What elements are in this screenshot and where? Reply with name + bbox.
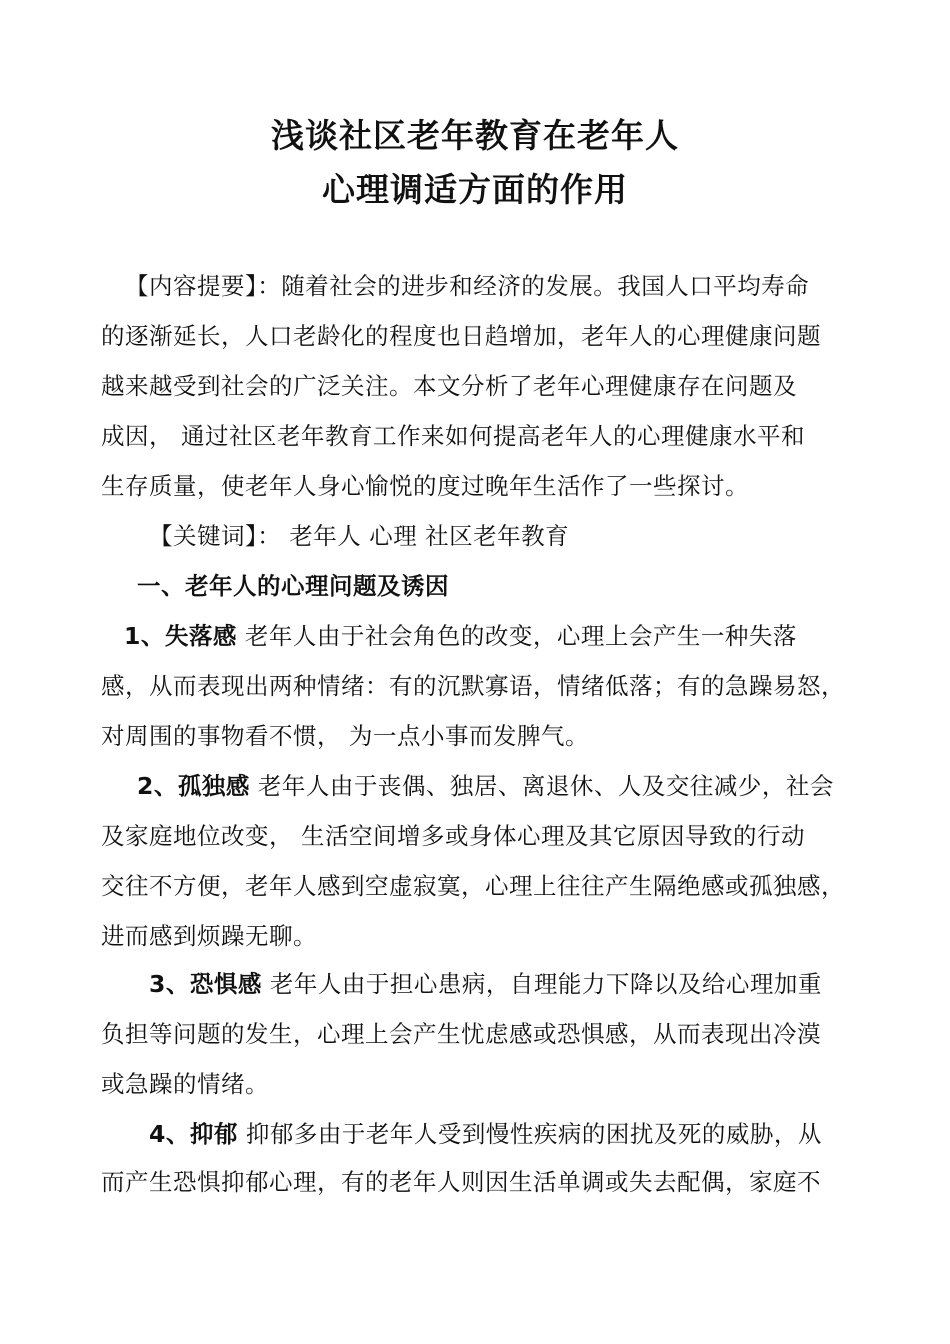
item-2-line-2: 及家庭地位改变， 生活空间增多或身体心理及其它原因导致的行动 <box>101 822 805 850</box>
item-3-number: 3、 <box>149 970 190 998</box>
item-4-line-1 <box>149 1118 909 1150</box>
item-4-term: 抑郁 <box>189 1120 238 1148</box>
section-heading: 一、老年人的心理问题及诱因 <box>137 572 449 600</box>
item-1-line-3: 对周围的事物看不惯， 为一点小事而发脾气。 <box>101 722 589 750</box>
item-3-term: 恐惧感 <box>189 970 262 998</box>
item-1-number: 1、 <box>124 622 165 650</box>
item-1-text: 老年人由于社会角色的改变，心理上会产生一种失落 <box>236 622 797 650</box>
item-2-number: 2、 <box>137 772 178 800</box>
item-2-line-1 <box>137 770 897 802</box>
document-title-line-2: 心理调适方面的作用 <box>322 170 628 209</box>
item-4-text: 抑郁多由于老年人受到慢性疾病的困扰及死的威胁，从 <box>237 1120 822 1148</box>
item-1-line-2: 感，从而表现出两种情绪：有的沉默寡语，情绪低落；有的急躁易怒， <box>101 672 845 700</box>
item-3-line-3: 或急躁的情绪。 <box>101 1070 269 1098</box>
item-4-line-2: 而产生恐惧抑郁心理，有的老年人则因生活单调或失去配偶，家庭不 <box>101 1168 821 1196</box>
abstract-text: ：随着社会的进步和经济的发展。我国人口平均寿命 <box>257 272 810 300</box>
abstract-line-1 <box>101 270 861 302</box>
item-2-text: 老年人由于丧偶、独居、离退休、人及交往减少，社会 <box>249 772 834 800</box>
keywords-line <box>149 520 909 552</box>
item-3-text: 老年人由于担心患病，自理能力下降以及给心理加重 <box>261 970 822 998</box>
keywords-label: 【关键词】 <box>149 522 258 550</box>
document-title-line-1: 浅谈社区老年教育在老年人 <box>271 116 679 155</box>
item-4-number: 4、 <box>149 1120 190 1148</box>
item-2-line-3: 交往不方便，老年人感到空虚寂寞，心理上往往产生隔绝感或孤独感， <box>101 872 845 900</box>
keywords-text: ： 老年人 心理 社区老年教育 <box>257 522 570 550</box>
item-3-line-2: 负担等问题的发生，心理上会产生忧虑感或恐惧感，从而表现出冷漠 <box>101 1020 821 1048</box>
item-2-line-4: 进而感到烦躁无聊。 <box>101 922 317 950</box>
abstract-line-4: 成因， 通过社区老年教育工作来如何提高老年人的心理健康水平和 <box>101 422 805 450</box>
abstract-label: 【内容提要】 <box>125 272 258 300</box>
abstract-line-5: 生存质量，使老年人身心愉悦的度过晚年生活作了一些探讨。 <box>101 472 749 500</box>
item-2-term: 孤独感 <box>177 772 250 800</box>
abstract-line-2: 的逐渐延长，人口老龄化的程度也日趋增加，老年人的心理健康问题 <box>101 322 821 350</box>
item-1-term: 失落感 <box>164 622 237 650</box>
item-3-line-1 <box>149 968 909 1000</box>
abstract-line-3: 越来越受到社会的广泛关注。本文分析了老年心理健康存在问题及 <box>101 372 797 400</box>
item-1-line-1 <box>124 620 884 652</box>
